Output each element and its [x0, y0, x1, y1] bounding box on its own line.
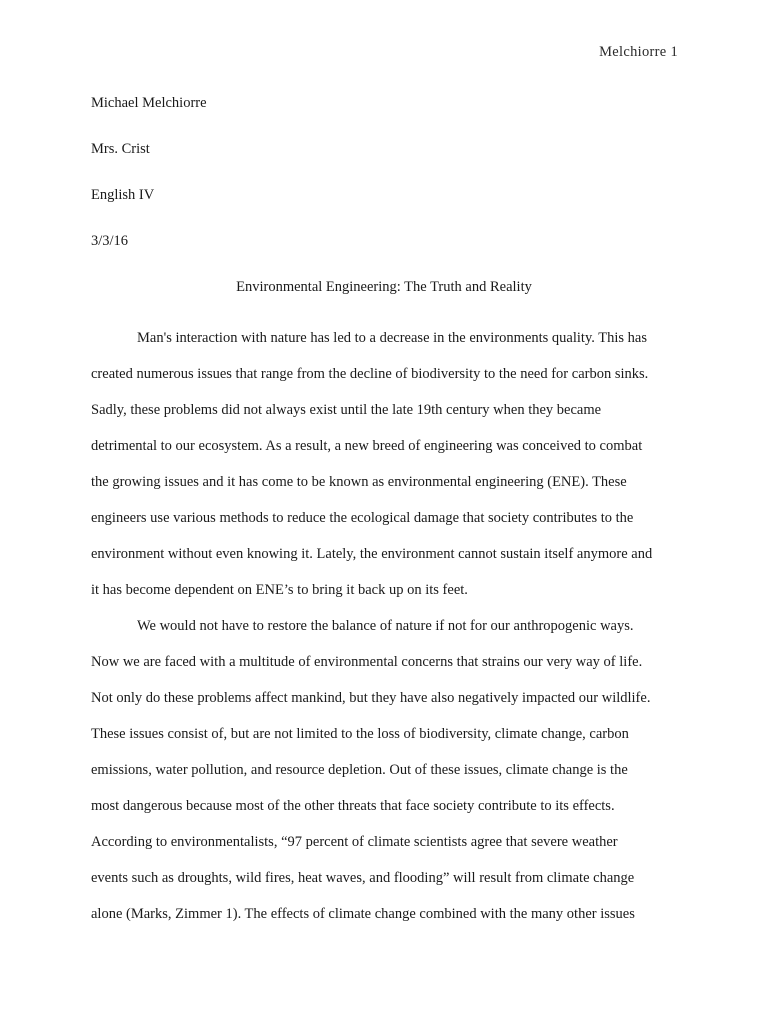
text-line: it has become dependent on ENE’s to bring it back up on its feet. [91, 582, 468, 598]
text-line: alone (Marks, Zimmer 1). The effects of climate change combined with the many other issues [91, 906, 635, 922]
text-line: Not only do these problems affect mankind, but they have also negatively impacted our wildlife. [91, 690, 651, 706]
document-date: 3/3/16 [91, 233, 129, 249]
author-name: Michael Melchiorre [91, 95, 207, 111]
text-line: Man's interaction with nature has led to a decrease in the environments quality. This has [137, 330, 647, 346]
text-line: the growing issues and it has come to be known as environmental engineering (ENE). These [91, 474, 627, 490]
text-line: environment without even knowing it. Lately, the environment cannot sustain itself anymore and [91, 546, 653, 562]
text-line: According to environmentalists, “97 percent of climate scientists agree that severe weather [91, 834, 618, 850]
instructor-name: Mrs. Crist [91, 141, 150, 157]
running-head: Melchiorre 1 [599, 44, 678, 60]
text-line: We would not have to restore the balance of nature if not for our anthropogenic ways. [137, 618, 634, 634]
paragraph [91, 320, 683, 608]
text-line: detrimental to our ecosystem. As a result, a new breed of engineering was conceived to combat [91, 438, 643, 454]
paragraph [91, 608, 683, 932]
document-title: Environmental Engineering: The Truth and Reality [236, 279, 532, 295]
text-line: These issues consist of, but are not limited to the loss of biodiversity, climate change, carbon [91, 726, 629, 742]
mla-heading [91, 92, 691, 276]
text-line: Now we are faced with a multitude of environmental concerns that strains our very way of life. [91, 654, 643, 670]
text-line: most dangerous because most of the other threats that face society contribute to its effects. [91, 798, 615, 814]
course-name: English IV [91, 187, 155, 203]
text-line: engineers use various methods to reduce the ecological damage that society contributes to the [91, 510, 634, 526]
text-line: events such as droughts, wild fires, heat waves, and flooding” will result from climate change [91, 870, 635, 886]
text-line: Sadly, these problems did not always exist until the late 19th century when they became [91, 402, 602, 418]
text-line: emissions, water pollution, and resource depletion. Out of these issues, climate change is the [91, 762, 628, 778]
document-body [91, 320, 683, 932]
text-line: created numerous issues that range from the decline of biodiversity to the need for carbon sinks. [91, 366, 649, 382]
